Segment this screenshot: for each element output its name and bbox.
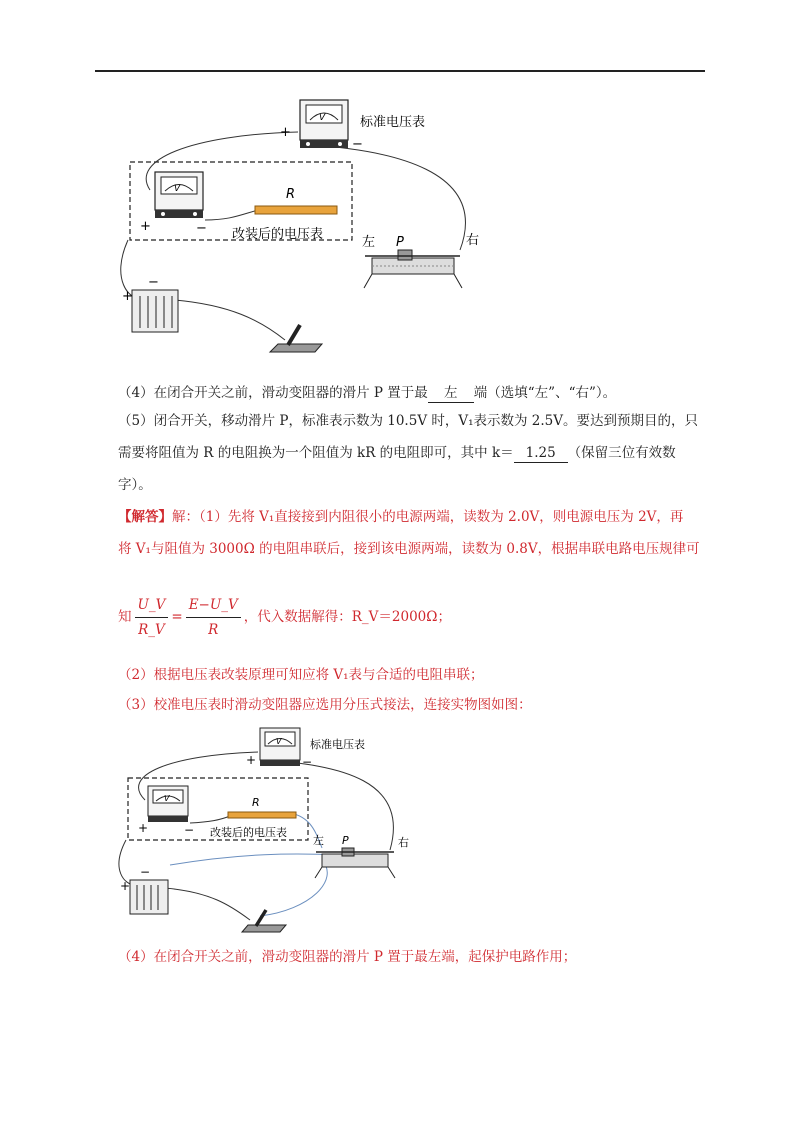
solution-tag: 【解答】 [118,509,172,525]
svg-text:−: − [140,865,151,879]
q4-answer: 左 [428,384,474,403]
svg-text:−: − [352,137,363,152]
standard-voltmeter-label-2: 标准电压表 [310,738,365,751]
svg-text:右: 右 [398,836,409,849]
modified-voltmeter-label: 改装后的电压表 [232,227,324,242]
svg-text:+: + [140,219,151,234]
svg-text:左: 左 [313,834,324,847]
question-5-line-3: 字）。 [118,477,152,493]
rheostat-icon [364,250,462,288]
battery-icon-2 [130,880,168,914]
resistor-icon-2 [228,812,296,818]
svg-text:+: + [120,879,131,893]
svg-text:右: 右 [466,233,480,248]
svg-text:−: − [148,275,159,290]
resistor-label: R [286,187,296,202]
modified-voltmeter-icon [155,172,203,218]
question-4: （4）在闭合开关之前，滑动变阻器的滑片 P 置于最 左 端（选填“左”、“右”）。 [118,385,617,401]
standard-voltmeter-icon [300,100,348,148]
svg-text:V: V [164,794,170,803]
question-5-line-2: 需要将阻值为 R 的电阻换为一个阻值为 kR 的电阻即可，其中 k＝ 1.25 （保留三位有效数 [118,445,676,461]
svg-text:P: P [396,235,404,250]
svg-text:−: − [196,221,207,236]
header-rule [95,70,705,72]
switch-icon-2 [242,910,286,932]
solution-line-5: （3）校准电压表时滑动变阻器应选用分压式接法，连接实物图如图： [118,697,532,713]
svg-text:+: + [246,753,257,767]
resistor-icon [255,206,337,214]
svg-text:V: V [174,184,181,194]
modified-voltmeter-label-2: 改装后的电压表 [210,826,287,839]
switch-icon [270,325,322,352]
solution-line-6: （4）在闭合开关之前，滑动变阻器的滑片 P 置于最左端，起保护电路作用； [118,949,577,965]
svg-text:V: V [319,113,326,123]
svg-text:P: P [342,834,349,847]
standard-voltmeter-icon-2 [260,728,300,766]
solution-formula: 知 $\frac{U\_V}{R\_V}$ = $\frac{E-U\_V}{R}$ ，代入数据解得：R_V＝2000Ω； [118,594,451,641]
modified-voltmeter-icon-2 [148,786,188,822]
circuit-figure-2 [110,720,430,945]
question-5-line-1: （5）闭合开关，移动滑片 P，标准表示数为 10.5V 时，V₁表示数为 2.5V。要达到预期目的，只 [118,413,699,429]
solution-line-4: （2）根据电压表改装原理可知应将 V₁表与合适的电阻串联； [118,667,484,683]
svg-text:−: − [302,755,313,769]
svg-text:左: 左 [362,235,376,250]
battery-icon [132,290,178,332]
standard-voltmeter-label: 标准电压表 [360,115,426,130]
svg-text:V: V [276,737,282,746]
svg-text:−: − [184,823,195,837]
circuit-figure-1 [110,90,510,365]
svg-text:+: + [122,289,133,304]
resistor-label-2: R [252,796,260,809]
solution-line-2: 将 V₁与阻值为 3000Ω 的电阻串联后，接到该电源两端，读数为 0.8V，根据串联电路电压规律可 [118,541,700,557]
q5-answer: 1.25 [514,444,568,463]
solution-line-1: 【解答】解：（1）先将 V₁直接接到内阻很小的电源两端，读数为 2.0V，则电源电压为 2V，再 [118,509,684,525]
svg-text:+: + [280,125,291,140]
svg-text:+: + [138,821,149,835]
